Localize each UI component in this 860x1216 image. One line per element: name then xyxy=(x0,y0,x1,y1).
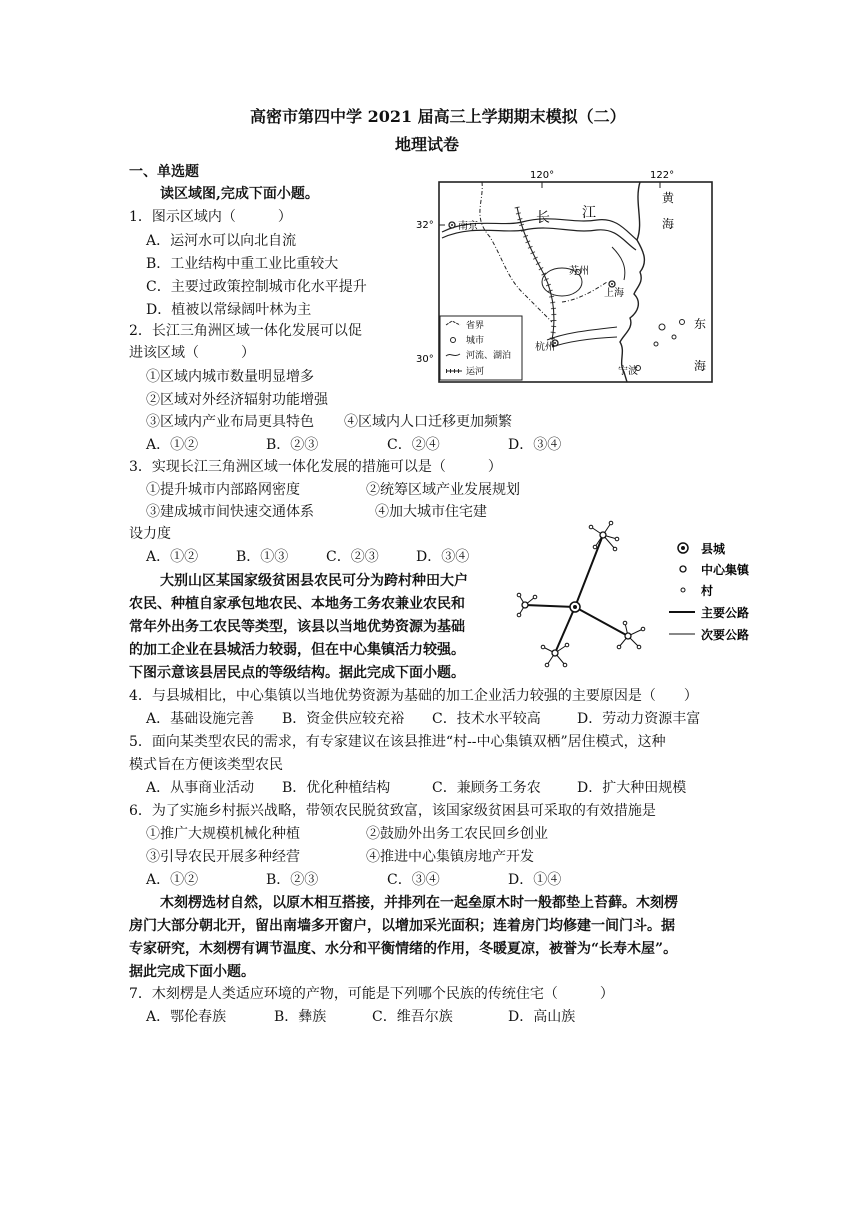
town-marker xyxy=(522,602,528,608)
q5-stem: 5．面向某类型农民的需求，有专家建议在该县推进“村--中心集镇双栖”居住模式，这种 xyxy=(129,734,666,750)
lat-label-30: 30° xyxy=(416,354,434,365)
label-chang: 长 xyxy=(536,210,550,226)
passage-2-line-2: 农民、种植自家承包地农民、本地务工务农兼业农民和 xyxy=(129,596,465,612)
q2-item-2: ②区域对外经济辐射功能增强 xyxy=(146,392,328,408)
q2-option-b: B．②③ xyxy=(266,437,319,453)
settlement-diagram xyxy=(515,515,765,675)
q2-item-1: ①区域内城市数量明显增多 xyxy=(146,369,314,385)
q4-option-c: C．技术水平较高 xyxy=(432,711,541,727)
q2-option-a: A．①② xyxy=(146,437,199,453)
q2-item-4: ④区域内人口迁移更加频繁 xyxy=(344,414,512,430)
passage-3-line-4: 据此完成下面小题。 xyxy=(129,964,255,980)
town-marker xyxy=(600,532,606,538)
label-jiang: 江 xyxy=(582,205,596,221)
q3-item-4-cont: 设力度 xyxy=(129,526,171,542)
q6-item-2: ②鼓励外出务工农民回乡创业 xyxy=(366,826,548,842)
q6-option-a: A．①② xyxy=(146,872,199,888)
legend-minor-road: 次要公路 xyxy=(701,628,750,642)
intro-text: 读区域图,完成下面小题。 xyxy=(160,186,319,202)
passage-2-line-5: 下图示意该县居民点的等级结构。据此完成下面小题。 xyxy=(129,665,465,681)
legend-city: 城市 xyxy=(466,336,485,346)
q2-option-d: D．③④ xyxy=(508,437,562,453)
section-heading: 一、单选题 xyxy=(129,164,199,180)
q5-option-a: A．从事商业活动 xyxy=(146,780,255,796)
q5-option-b: B．优化种植结构 xyxy=(282,780,391,796)
legend-canal: 运河 xyxy=(466,367,485,377)
q3-stem: 3．实现长江三角洲区域一体化发展的措施可以是（ ） xyxy=(129,459,502,475)
q2-item-3: ③区域内产业布局更具特色 xyxy=(146,414,314,430)
passage-2-line-3: 常年外出务工农民等类型，该县以当地优势资源为基础 xyxy=(129,619,465,635)
q3-option-d: D．③④ xyxy=(416,549,470,565)
passage-3-line-2: 房门大部分朝北开，留出南墙多开窗户，以增加采光面积；连着房门均修建一间门斗。据 xyxy=(129,918,675,934)
label-dong: 东 xyxy=(694,317,707,331)
q7-option-a: A．鄂伦春族 xyxy=(146,1009,227,1025)
q6-option-d: D．①④ xyxy=(508,872,562,888)
passage-2-line-4: 的加工企业在县城活力较弱，但在中心集镇活力较强。 xyxy=(129,642,465,658)
q3-option-a: A．①② xyxy=(146,549,199,565)
passage-3-line-1: 木刻楞选材自然，以原木相互搭接，并排列在一起垒原木时一般都垫上苔藓。木刻楞 xyxy=(160,895,678,911)
label-shanghai: 上海 xyxy=(604,288,624,299)
label-hangzhou: 杭州 xyxy=(535,342,555,353)
legend-river: 河流、湖泊 xyxy=(466,351,512,361)
q7-option-c: C．维吾尔族 xyxy=(372,1009,453,1025)
q4-option-a: A．基础设施完善 xyxy=(146,711,255,727)
q6-item-1: ①推广大规模机械化种植 xyxy=(146,826,300,842)
legend-border: 省界 xyxy=(466,321,485,331)
label-hai-2: 海 xyxy=(694,359,707,373)
label-huang: 黄 xyxy=(662,191,675,205)
lat-label-32: 32° xyxy=(416,220,434,231)
region-map xyxy=(412,162,717,387)
lon-label-122: 122° xyxy=(650,170,675,181)
q5-stem-cont: 模式旨在方便该类型农民 xyxy=(129,757,283,773)
q3-item-3: ③建成城市间快速交通体系 xyxy=(146,504,314,520)
town-marker xyxy=(625,633,631,639)
page-title: 高密市第四中学 2021 届高三上学期期末模拟（二） xyxy=(250,107,626,126)
q7-stem: 7．木刻楞是人类适应环境的产物，可能是下列哪个民族的传统住宅（ ） xyxy=(129,986,614,1002)
q1-option-a: A．运河水可以向北自流 xyxy=(146,233,297,249)
passage-2-line-1: 大别山区某国家级贫困县农民可分为跨村种田大户 xyxy=(160,573,468,589)
q1-stem: 1．图示区域内（ ） xyxy=(129,209,292,225)
q3-option-c: C．②③ xyxy=(326,549,379,565)
lon-label-120: 120° xyxy=(530,170,555,181)
q3-item-4: ④加大城市住宅建 xyxy=(375,504,487,520)
q4-stem: 4．与县城相比，中心集镇以当地优势资源为基础的加工企业活力较强的主要原因是（ ） xyxy=(129,688,698,704)
q6-stem: 6．为了实施乡村振兴战略，带领农民脱贫致富，该国家级贫困县可采取的有效措施是 xyxy=(129,803,656,819)
legend-town: 中心集镇 xyxy=(701,563,750,577)
label-hai-1: 海 xyxy=(662,217,675,231)
q4-option-d: D．劳动力资源丰富 xyxy=(577,711,701,727)
q6-option-b: B．②③ xyxy=(266,872,319,888)
q5-option-d: D．扩大种田规模 xyxy=(577,780,687,796)
q1-option-d: D．植被以常绿阔叶林为主 xyxy=(146,302,312,318)
q3-option-b: B．①③ xyxy=(236,549,289,565)
q6-item-3: ③引导农民开展多种经营 xyxy=(146,849,300,865)
legend-town-icon xyxy=(680,566,686,572)
q3-item-2: ②统筹区域产业发展规划 xyxy=(366,482,520,498)
q1-option-b: B．工业结构中重工业比重较大 xyxy=(146,256,339,272)
legend-main-road: 主要公路 xyxy=(701,606,750,620)
q2-option-c: C．②④ xyxy=(387,437,440,453)
label-nanjing: 南京 xyxy=(458,221,478,232)
q4-option-b: B．资金供应较充裕 xyxy=(282,711,405,727)
q2-stem-cont: 进该区域（ ） xyxy=(129,345,255,361)
passage-3-line-3: 专家研究，木刻楞有调节温度、水分和平衡情绪的作用，冬暖夏凉，被誉为“长寿木屋”。 xyxy=(129,941,678,957)
label-suzhou: 苏州 xyxy=(569,266,589,277)
legend-county: 县城 xyxy=(701,542,726,556)
q6-option-c: C．③④ xyxy=(387,872,440,888)
q3-item-1: ①提升城市内部路网密度 xyxy=(146,482,300,498)
q5-option-c: C．兼顾务工务农 xyxy=(432,780,541,796)
q1-option-c: C．主要过政策控制城市化水平提升 xyxy=(146,279,367,295)
q7-option-b: B．彝族 xyxy=(274,1009,327,1025)
legend-village: 村 xyxy=(701,584,714,598)
label-ningbo: 宁波 xyxy=(618,366,638,377)
q2-stem: 2．长江三角洲区域一体化发展可以促 xyxy=(129,323,362,339)
page-subtitle: 地理试卷 xyxy=(395,135,460,154)
q7-option-d: D．高山族 xyxy=(508,1009,576,1025)
town-marker xyxy=(552,650,558,656)
legend-village-icon xyxy=(681,588,685,592)
q6-item-4: ④推进中心集镇房地产开发 xyxy=(366,849,534,865)
